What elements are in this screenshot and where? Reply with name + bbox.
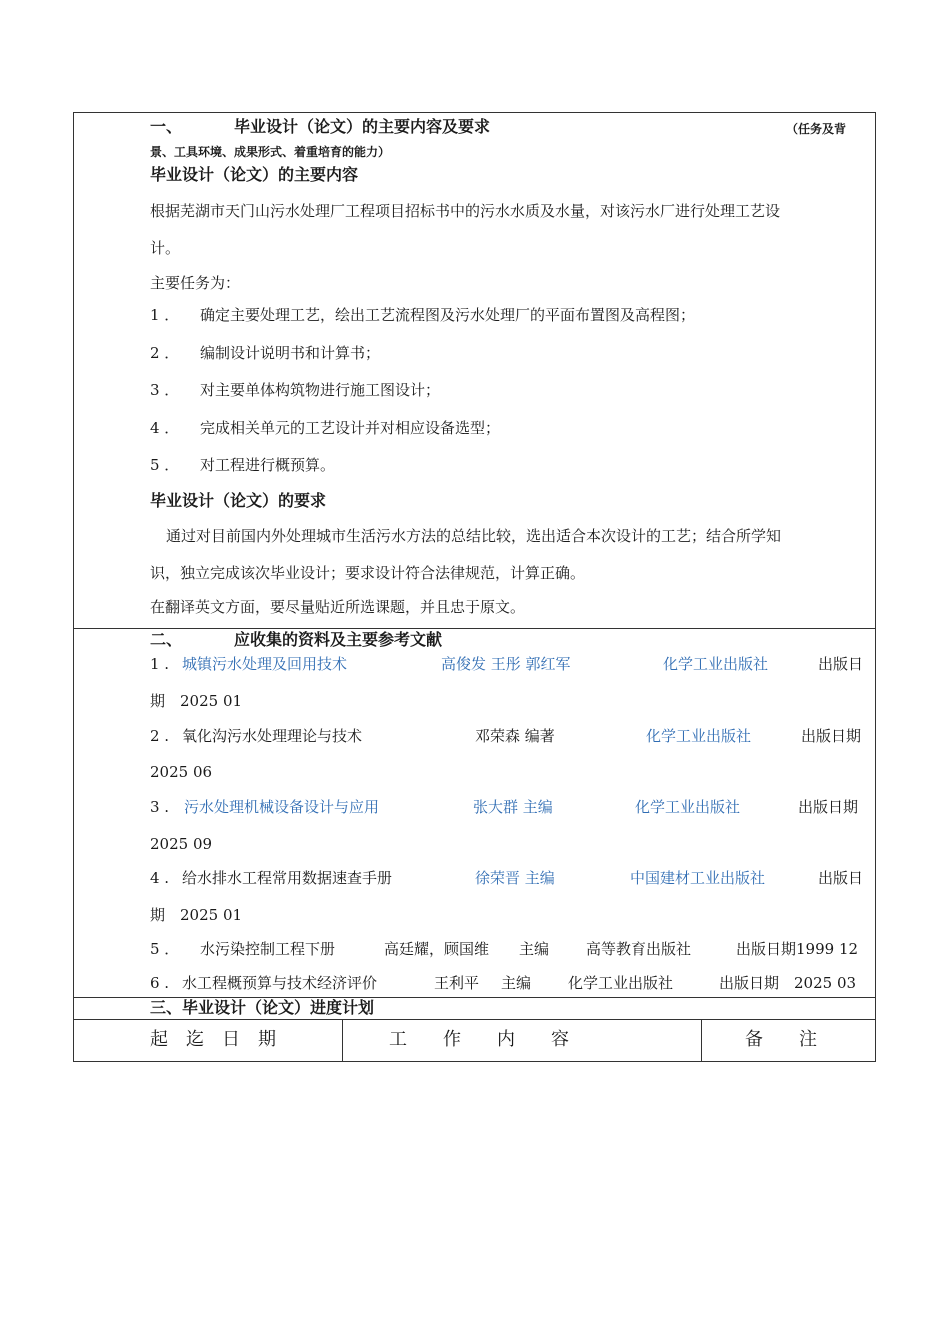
ref-authors: 徐荣晋 主编 — [475, 869, 555, 887]
ref-number: 3 . — [150, 798, 170, 816]
ref-date-label: 出版日 — [818, 869, 864, 887]
section1-title: 毕业设计（论文）的主要内容及要求 — [234, 117, 491, 136]
ref-date: 出版日期1999 12 — [736, 940, 859, 958]
ref-publisher: 化学工业出版社 — [635, 798, 741, 816]
ref-title: 城镇污水处理及回用技术 — [182, 655, 348, 673]
intro-line-1: 根据芜湖市天门山污水处理厂工程项目招标书中的污水水质及水量，对该污水厂进行处理工艺设 — [150, 202, 781, 220]
column-header-notes: 备 注 — [745, 1029, 817, 1050]
ref-date: 期 2025 01 — [150, 906, 243, 924]
ref-authors: 高俊发 王彤 郭红军 — [441, 655, 571, 673]
section-main-content — [74, 113, 875, 629]
column-header-work: 工 作 内 容 — [389, 1029, 569, 1050]
column-divider — [701, 1019, 702, 1061]
table-divider — [74, 1019, 875, 1020]
ref-number: 6 . — [150, 974, 170, 992]
requirements-line-2: 识，独立完成该次毕业设计；要求设计符合法律规范，计算正确。 — [150, 564, 586, 582]
ref-date: 期 2025 01 — [150, 692, 243, 710]
ref-title: 污水处理机械设备设计与应用 — [184, 798, 380, 816]
section1-note-a: （任务及背 — [786, 122, 847, 136]
column-divider — [342, 1019, 343, 1061]
task-text: 对主要单体构筑物进行施工图设计； — [200, 381, 441, 399]
ref-role: 主编 — [519, 940, 550, 958]
task-form — [73, 112, 876, 1062]
task-number: 5 ． — [150, 456, 180, 474]
task-text: 确定主要处理工艺，绘出工艺流程图及污水处理厂的平面布置图及高程图； — [200, 306, 696, 324]
intro-line-2: 计。 — [150, 239, 181, 257]
section-schedule — [74, 997, 875, 1061]
task-number: 1 ． — [150, 306, 180, 324]
ref-authors: 邓荣森 编著 — [475, 727, 555, 745]
ref-date-label: 出版日期 — [798, 798, 859, 816]
section1-number: 一、 — [150, 117, 183, 136]
section-references — [74, 628, 875, 998]
column-header-dates: 起 迄 日 期 — [150, 1029, 276, 1050]
task-number: 4 ． — [150, 419, 180, 437]
ref-title: 水工程概预算与技术经济评价 — [182, 974, 378, 992]
content-title: 毕业设计（论文）的主要内容 — [150, 165, 359, 184]
ref-publisher: 化学工业出版社 — [663, 655, 769, 673]
ref-authors: 高廷耀，顾国维 — [384, 940, 490, 958]
section2-title: 应收集的资料及主要参考文献 — [234, 630, 443, 649]
ref-number: 5 ． — [150, 940, 180, 958]
section2-number: 二、 — [150, 630, 183, 649]
ref-authors: 张大群 主编 — [473, 798, 553, 816]
ref-date: 2025 09 — [150, 835, 213, 853]
ref-number: 4 . — [150, 869, 170, 887]
task-text: 完成相关单元的工艺设计并对相应设备选型； — [200, 419, 501, 437]
ref-title: 水污染控制工程下册 — [200, 940, 336, 958]
ref-publisher: 化学工业出版社 — [568, 974, 674, 992]
requirements-line-3: 在翻译英文方面，要尽量贴近所选课题，并且忠于原文。 — [150, 598, 526, 616]
task-text: 编制设计说明书和计算书； — [200, 344, 381, 362]
ref-title: 给水排水工程常用数据速查手册 — [182, 869, 393, 887]
requirements-title: 毕业设计（论文）的要求 — [150, 491, 327, 510]
task-text: 对工程进行概预算。 — [200, 456, 336, 474]
section1-note-b: 景、工具环境、成果形式、着重培育的能力） — [150, 145, 391, 159]
ref-date-label: 出版日期 — [801, 727, 862, 745]
ref-date: 2025 06 — [150, 763, 213, 781]
ref-publisher: 中国建材工业出版社 — [630, 869, 766, 887]
ref-publisher: 高等教育出版社 — [586, 940, 692, 958]
tasks-label: 主要任务为： — [150, 274, 241, 292]
ref-date: 出版日期 2025 03 — [719, 974, 857, 992]
ref-role: 主编 — [501, 974, 532, 992]
task-number: 3 ． — [150, 381, 180, 399]
ref-title: 氧化沟污水处理理论与技术 — [182, 727, 363, 745]
ref-publisher: 化学工业出版社 — [646, 727, 752, 745]
ref-number: 1 . — [150, 655, 170, 673]
task-number: 2 ． — [150, 344, 180, 362]
ref-number: 2 . — [150, 727, 170, 745]
ref-authors: 王利平 — [434, 974, 480, 992]
requirements-line-1: 通过对目前国内外处理城市生活污水方法的总结比较，选出适合本次设计的工艺；结合所学知 — [166, 527, 782, 545]
section3-title: 三、毕业设计（论文）进度计划 — [150, 998, 375, 1017]
ref-date-label: 出版日 — [818, 655, 864, 673]
